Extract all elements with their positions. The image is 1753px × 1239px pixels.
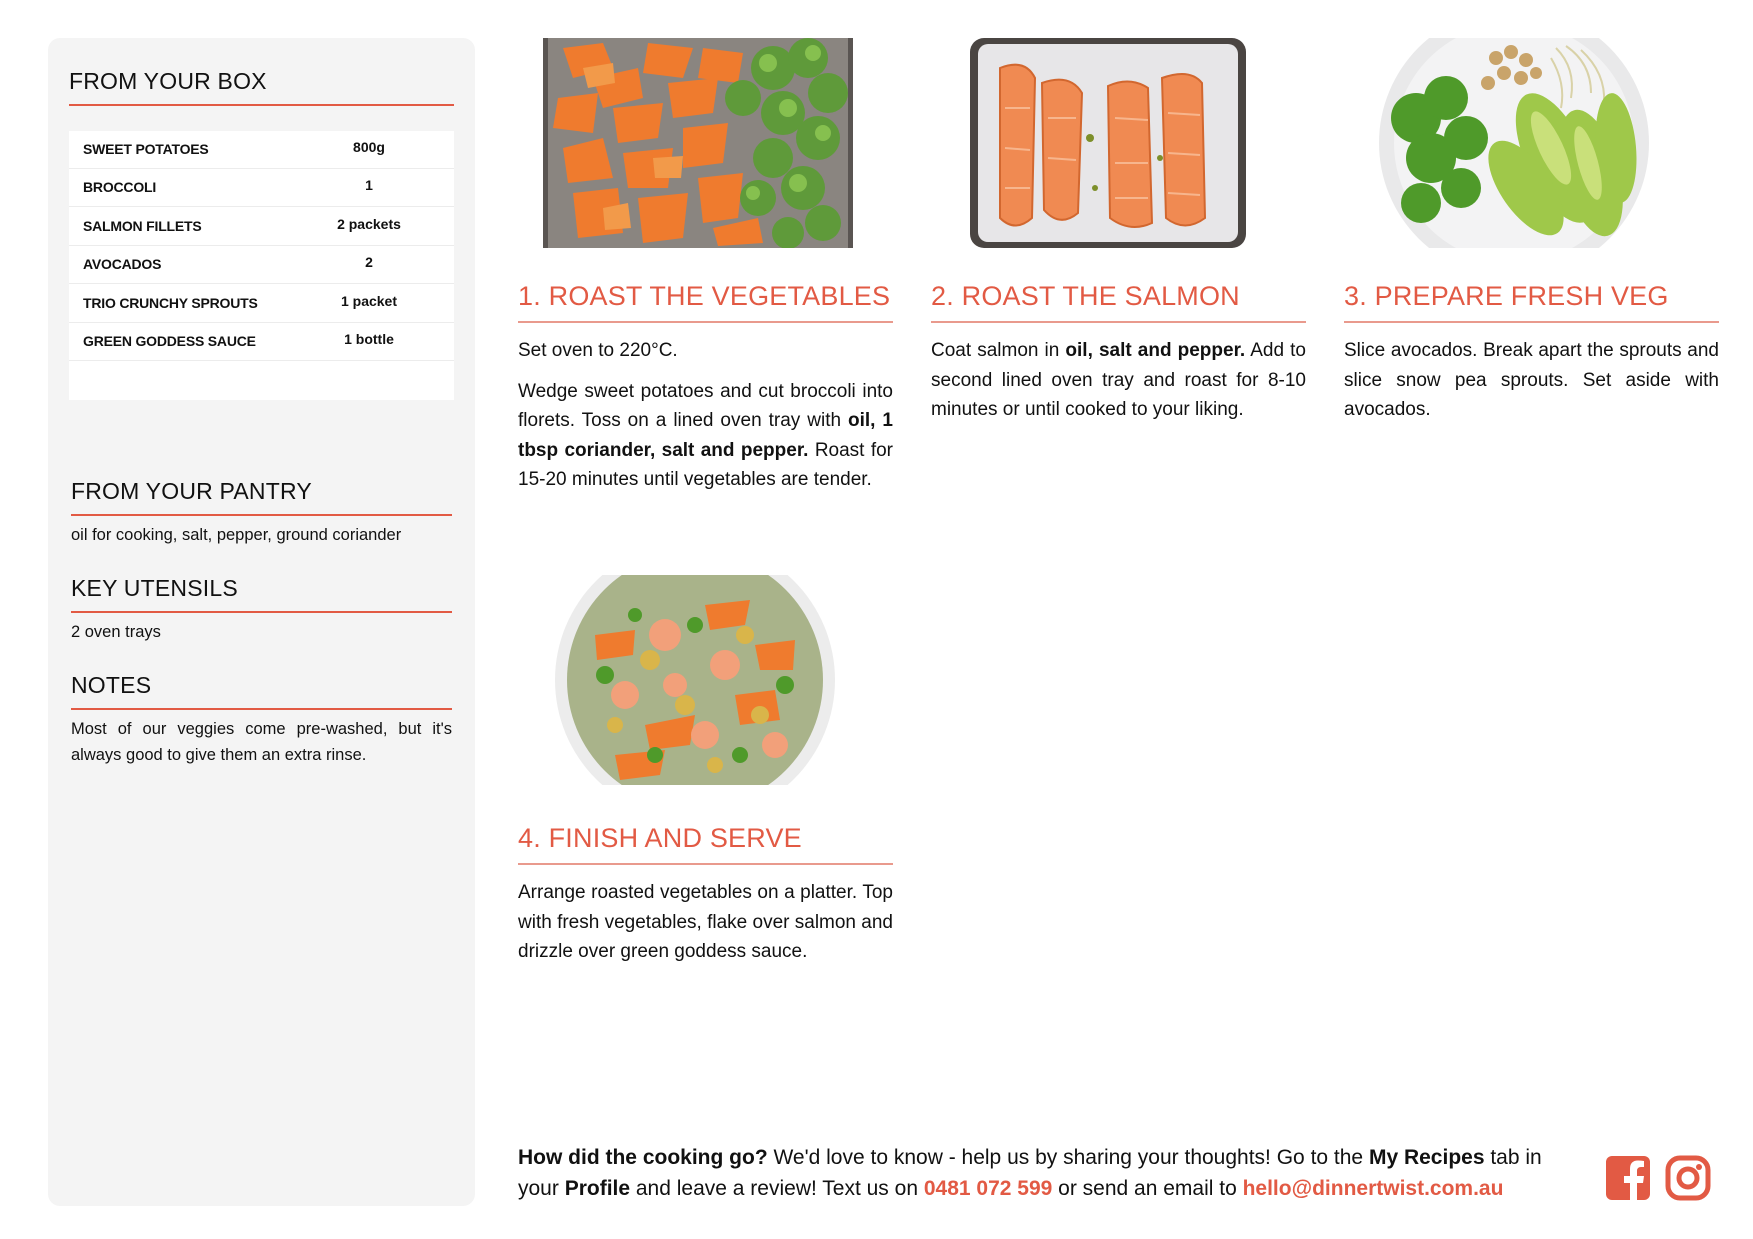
- divider: [71, 514, 452, 516]
- roast-vegetables-photo: [543, 38, 853, 248]
- ingredient-name: GREEN GODDESS SAUCE: [83, 333, 256, 349]
- from-your-box-heading: FROM YOUR BOX: [69, 68, 267, 94]
- ingredient-qty: 1 bottle: [344, 331, 394, 347]
- divider: [69, 104, 454, 106]
- roast-salmon-photo: [970, 38, 1246, 248]
- text: Wedge sweet potatoes and cut broccoli into florets. Toss on a lined oven tray with: [518, 380, 893, 431]
- key-utensils-heading: KEY UTENSILS: [71, 575, 238, 601]
- ingredient-name: TRIO CRUNCHY SPROUTS: [83, 295, 258, 311]
- step-2-title: 2. ROAST THE SALMON: [931, 281, 1240, 311]
- instagram-icon[interactable]: [1664, 1154, 1712, 1202]
- phone-link[interactable]: 0481 072 599: [923, 1177, 1053, 1200]
- finish-and-serve-photo: [555, 575, 835, 785]
- table-row: [69, 169, 454, 207]
- text: Roast for 15-20 minutes until vegetables are tender.: [518, 439, 893, 490]
- step-3-body: [1344, 336, 1719, 436]
- step-1-paragraph: Set oven to 220°C.: [518, 340, 678, 361]
- step-1-body: [518, 336, 893, 506]
- ingredient-qty: 2: [365, 254, 373, 270]
- facebook-icon[interactable]: [1604, 1154, 1652, 1202]
- divider: [518, 321, 893, 323]
- step-3-title: 3. PREPARE FRESH VEG: [1344, 281, 1669, 311]
- text: and leave a review! Text us on: [630, 1177, 924, 1200]
- step-4-body: [518, 878, 893, 978]
- table-row: [69, 208, 454, 246]
- fresh-veg-photo: [1376, 38, 1652, 248]
- ingredient-qty: 2 packets: [337, 216, 401, 232]
- profile-label: Profile: [564, 1177, 631, 1200]
- ingredients-table: [69, 131, 454, 400]
- text: Add to second lined oven tray and roast for 8-10 minutes or until cooked to your liking.: [931, 340, 1306, 420]
- ingredient-name: BROCCOLI: [83, 179, 157, 195]
- divider: [71, 708, 452, 710]
- utensils-text: 2 oven trays: [71, 623, 161, 641]
- pantry-text: oil for cooking, salt, pepper, ground coriander: [71, 526, 402, 544]
- ingredient-name: AVOCADOS: [83, 256, 162, 272]
- step-3-paragraph: Slice avocados. Break apart the sprouts and slice snow pea sprouts. Set aside with avocados.: [1344, 340, 1719, 420]
- table-row: [69, 285, 454, 323]
- step-1-paragraph: [518, 377, 893, 495]
- step-4-title: 4. FINISH AND SERVE: [518, 823, 802, 853]
- from-your-pantry-heading: FROM YOUR PANTRY: [71, 478, 312, 504]
- ingredient-qty: 1: [365, 177, 373, 193]
- ingredient-name: SWEET POTATOES: [83, 141, 209, 157]
- feedback-footer: [518, 1142, 1578, 1204]
- step-2-paragraph: [931, 336, 1306, 425]
- divider: [1344, 321, 1719, 323]
- divider: [931, 321, 1306, 323]
- bold-text: oil, 1 tbsp coriander, salt and pepper.: [518, 410, 893, 461]
- text: Coat salmon in: [931, 340, 1066, 361]
- table-row: [69, 246, 454, 284]
- table-row: [69, 323, 454, 361]
- step-2-body: [931, 336, 1306, 436]
- text: tab in your: [518, 1146, 1542, 1200]
- ingredient-qty: 800g: [353, 139, 385, 155]
- text: or send an email to: [1052, 1177, 1243, 1200]
- text: We'd love to know - help us by sharing your thoughts! Go to the: [767, 1146, 1369, 1169]
- email-link[interactable]: hello@dinnertwist.com.au: [1242, 1177, 1504, 1200]
- step-4-paragraph: Arrange roasted vegetables on a platter. Top with fresh vegetables, flake over salmon and drizzle over green goddess sauce.: [518, 882, 893, 962]
- ingredient-name: SALMON FILLETS: [83, 218, 202, 234]
- divider: [71, 611, 452, 613]
- my-recipes-label: My Recipes: [1368, 1146, 1485, 1169]
- footer-question: How did the cooking go?: [518, 1146, 768, 1169]
- step-1-title: 1. ROAST THE VEGETABLES: [518, 281, 891, 311]
- ingredient-qty: 1 packet: [340, 293, 398, 309]
- table-row: [69, 131, 454, 169]
- notes-heading: NOTES: [71, 672, 152, 698]
- bold-text: oil, salt and pepper.: [1065, 340, 1246, 361]
- divider: [518, 863, 893, 865]
- notes-text: Most of our veggies come pre-washed, but it's always good to give them an extra rinse.: [71, 720, 452, 764]
